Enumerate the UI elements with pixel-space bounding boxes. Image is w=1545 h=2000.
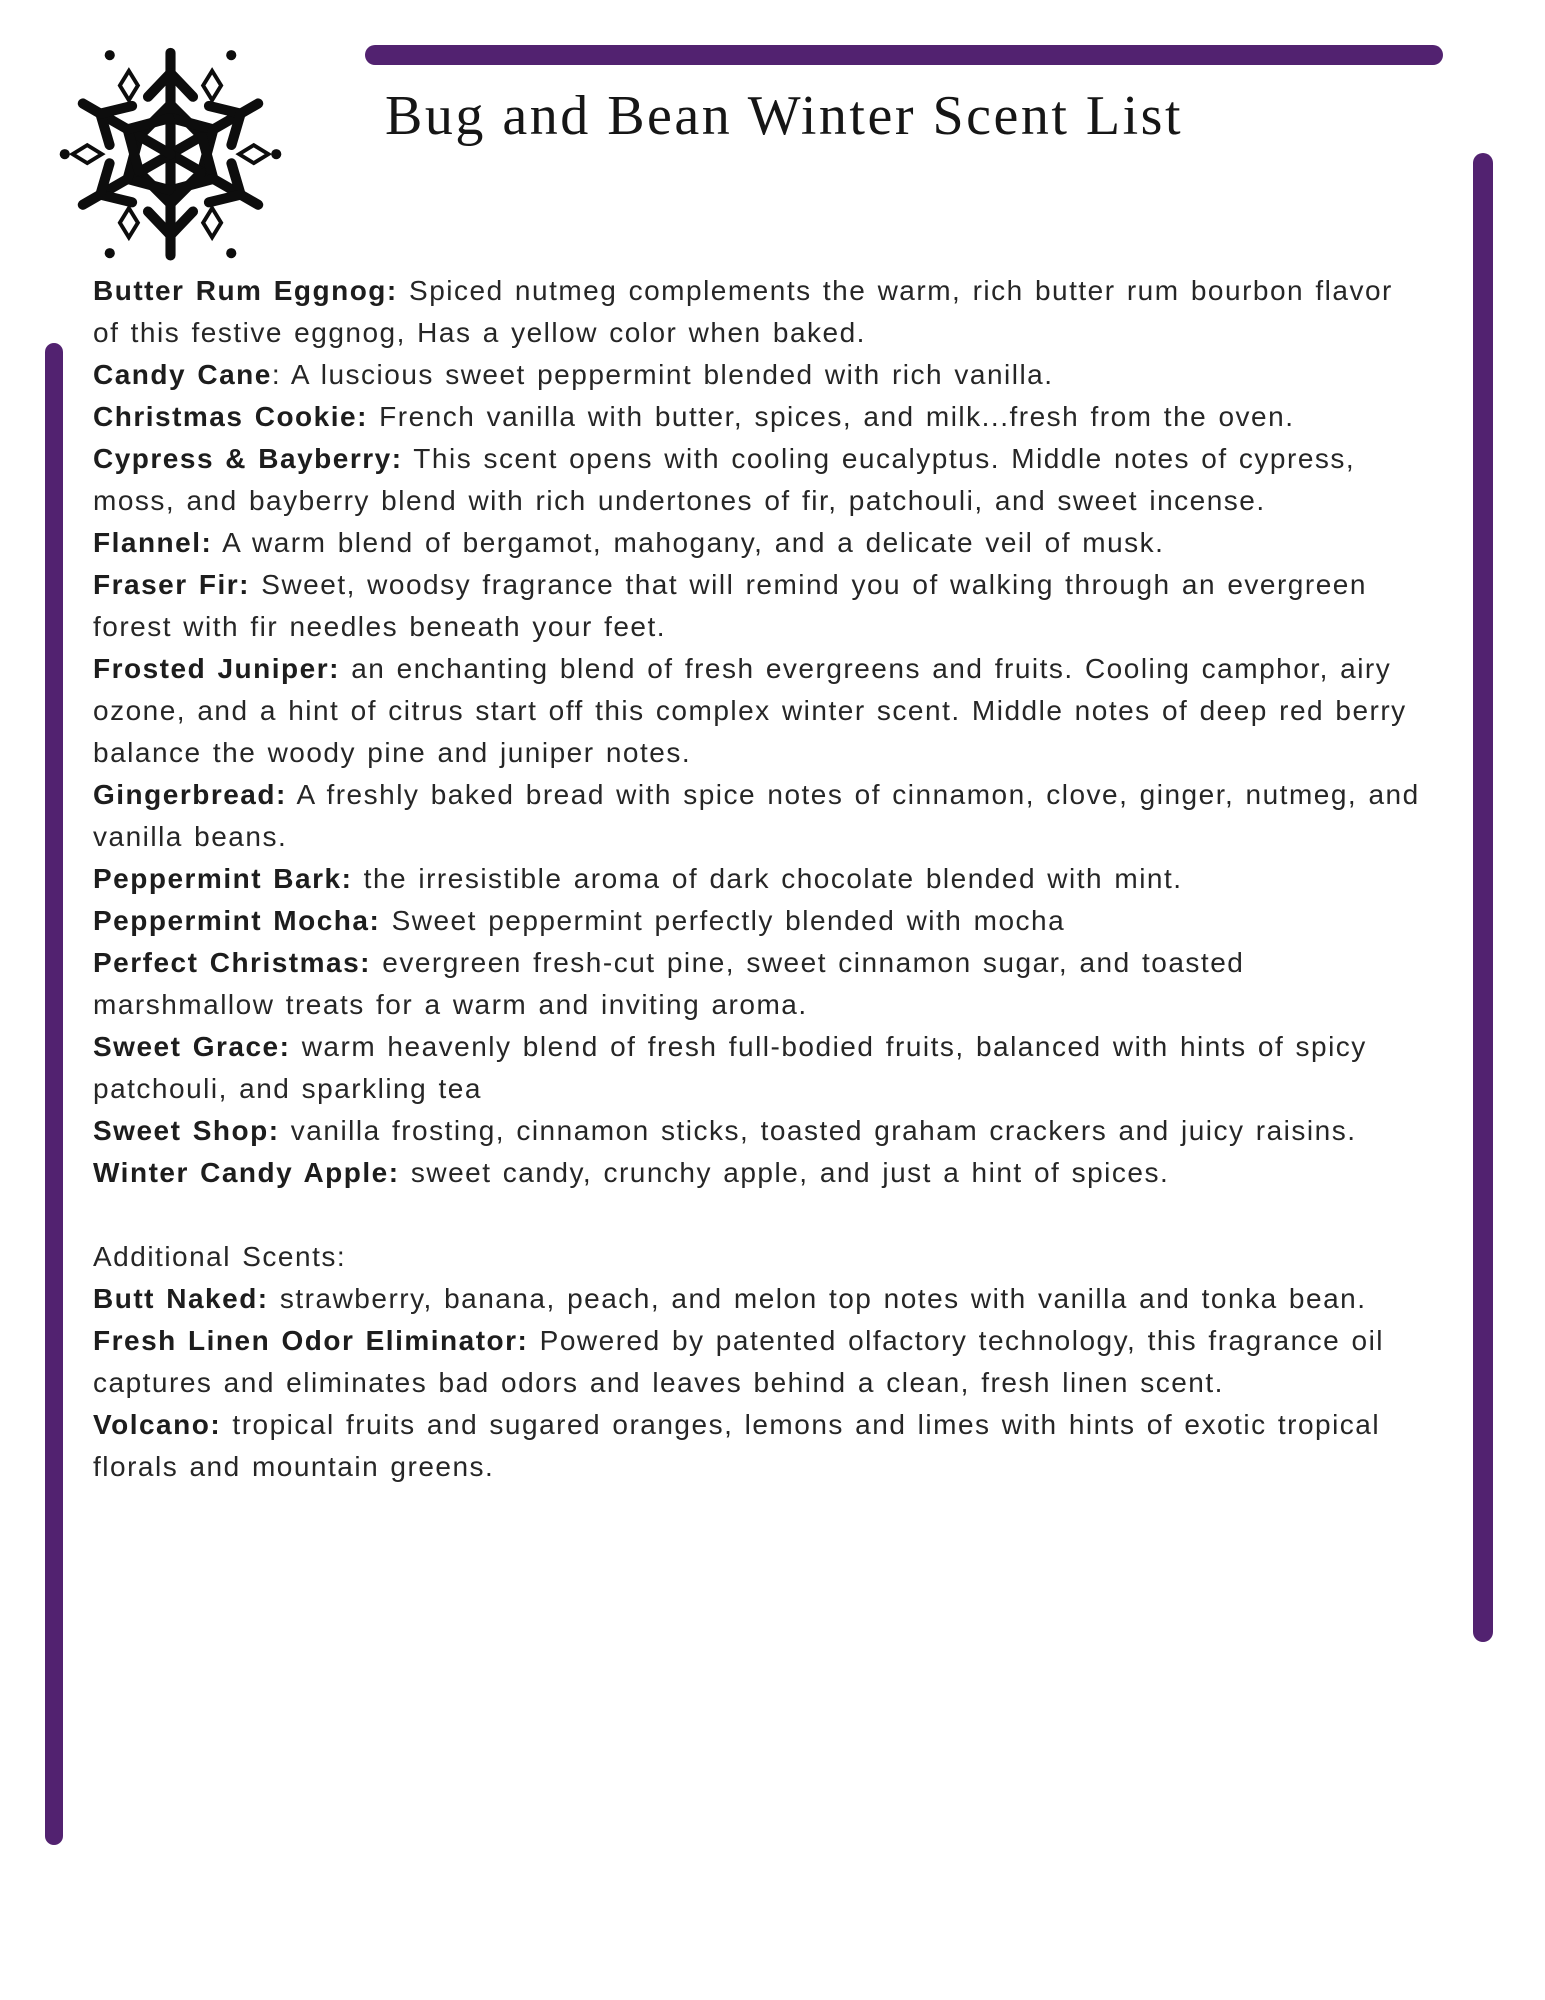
scent-item xyxy=(93,858,1423,900)
additional-scents-section xyxy=(93,1278,1423,1488)
scent-name: Sweet Shop: xyxy=(93,1115,280,1146)
scent-item xyxy=(93,942,1423,1026)
snowflake-icon xyxy=(58,28,283,278)
scent-name: Butt Naked: xyxy=(93,1283,269,1314)
scent-item xyxy=(93,438,1423,522)
scent-description: sweet candy, crunchy apple, and just a hint of spices. xyxy=(399,1157,1170,1188)
scent-description: A warm blend of bergamot, mahogany, and a delicate veil of musk. xyxy=(212,527,1165,558)
scent-description: Powered by patented olfactory technology, this fragrance oil captures and eliminates bad odors and leaves behind a clean, fresh linen scent. xyxy=(93,1325,1385,1398)
scent-item xyxy=(93,774,1423,858)
scent-item xyxy=(93,1110,1423,1152)
scent-item xyxy=(93,522,1423,564)
scent-item xyxy=(93,1404,1423,1488)
page-title: Bug and Bean Winter Scent List xyxy=(385,85,1184,147)
scent-item xyxy=(93,270,1423,354)
scent-item xyxy=(93,648,1423,774)
scent-description: French vanilla with butter, spices, and milk...fresh from the oven. xyxy=(367,401,1295,432)
scent-description: This scent opens with cooling eucalyptus. Middle notes of cypress, moss, and bayberry blend with rich undertones of fir, patchouli, and sweet incense. xyxy=(93,443,1356,516)
scent-description: strawberry, banana, peach, and melon top notes with vanilla and tonka bean. xyxy=(268,1283,1367,1314)
scent-description: tropical fruits and sugared oranges, lemons and limes with hints of exotic tropical florals and mountain greens. xyxy=(93,1409,1381,1482)
scent-description: Sweet, woodsy fragrance that will remind you of walking through an evergreen forest with fir needles beneath your feet. xyxy=(93,569,1367,642)
scent-name: Peppermint Bark: xyxy=(93,863,353,894)
scent-description: warm heavenly blend of fresh full-bodied fruits, balanced with hints of spicy patchouli, and sparkling tea xyxy=(93,1031,1367,1104)
scent-name: Frosted Juniper: xyxy=(93,653,340,684)
scent-name: Perfect Christmas: xyxy=(93,947,371,978)
scent-name: Flannel: xyxy=(93,527,213,558)
scent-item xyxy=(93,1026,1423,1110)
scent-item xyxy=(93,396,1423,438)
scent-name: Volcano: xyxy=(93,1409,222,1440)
scent-description: Spiced nutmeg complements the warm, rich butter rum bourbon flavor of this festive eggnog, Has a yellow color when baked. xyxy=(93,275,1393,348)
top-decorative-bar xyxy=(365,45,1443,65)
scent-item xyxy=(93,1320,1423,1404)
scent-item xyxy=(93,564,1423,648)
right-decorative-bar xyxy=(1473,153,1493,1642)
scent-description: Sweet peppermint perfectly blended with mocha xyxy=(380,905,1066,936)
scent-description: an enchanting blend of fresh evergreens and fruits. Cooling camphor, airy ozone, and a hint of citrus start off this complex winter scent. Middle notes of deep red berry balance the woody pine and juniper notes. xyxy=(93,653,1407,768)
main-scents-section xyxy=(93,270,1423,1194)
scent-name: Gingerbread: xyxy=(93,779,287,810)
scent-description: vanilla frosting, cinnamon sticks, toasted graham crackers and juicy raisins. xyxy=(279,1115,1357,1146)
scent-name: Candy Cane xyxy=(93,359,272,390)
scent-item xyxy=(93,1152,1423,1194)
scent-name: Peppermint Mocha: xyxy=(93,905,381,936)
additional-scents-heading: Additional Scents: xyxy=(93,1241,347,1272)
scent-item xyxy=(93,1278,1423,1320)
scent-description: evergreen fresh-cut pine, sweet cinnamon sugar, and toasted marshmallow treats for a warm and inviting aroma. xyxy=(93,947,1245,1020)
scent-item xyxy=(93,900,1423,942)
left-decorative-bar xyxy=(45,343,63,1845)
scent-item xyxy=(93,354,1423,396)
scent-name: Butter Rum Eggnog: xyxy=(93,275,398,306)
scent-name: Fresh Linen Odor Eliminator: xyxy=(93,1325,529,1356)
scent-name: Winter Candy Apple: xyxy=(93,1157,400,1188)
scent-description: : A luscious sweet peppermint blended with rich vanilla. xyxy=(271,359,1054,390)
scent-description: the irresistible aroma of dark chocolate blended with mint. xyxy=(352,863,1183,894)
scent-list xyxy=(93,270,1423,1488)
scent-name: Sweet Grace: xyxy=(93,1031,291,1062)
scent-name: Christmas Cookie: xyxy=(93,401,368,432)
scent-name: Fraser Fir: xyxy=(93,569,250,600)
scent-description: A freshly baked bread with spice notes of cinnamon, clove, ginger, nutmeg, and vanilla beans. xyxy=(93,779,1420,852)
scent-name: Cypress & Bayberry: xyxy=(93,443,403,474)
